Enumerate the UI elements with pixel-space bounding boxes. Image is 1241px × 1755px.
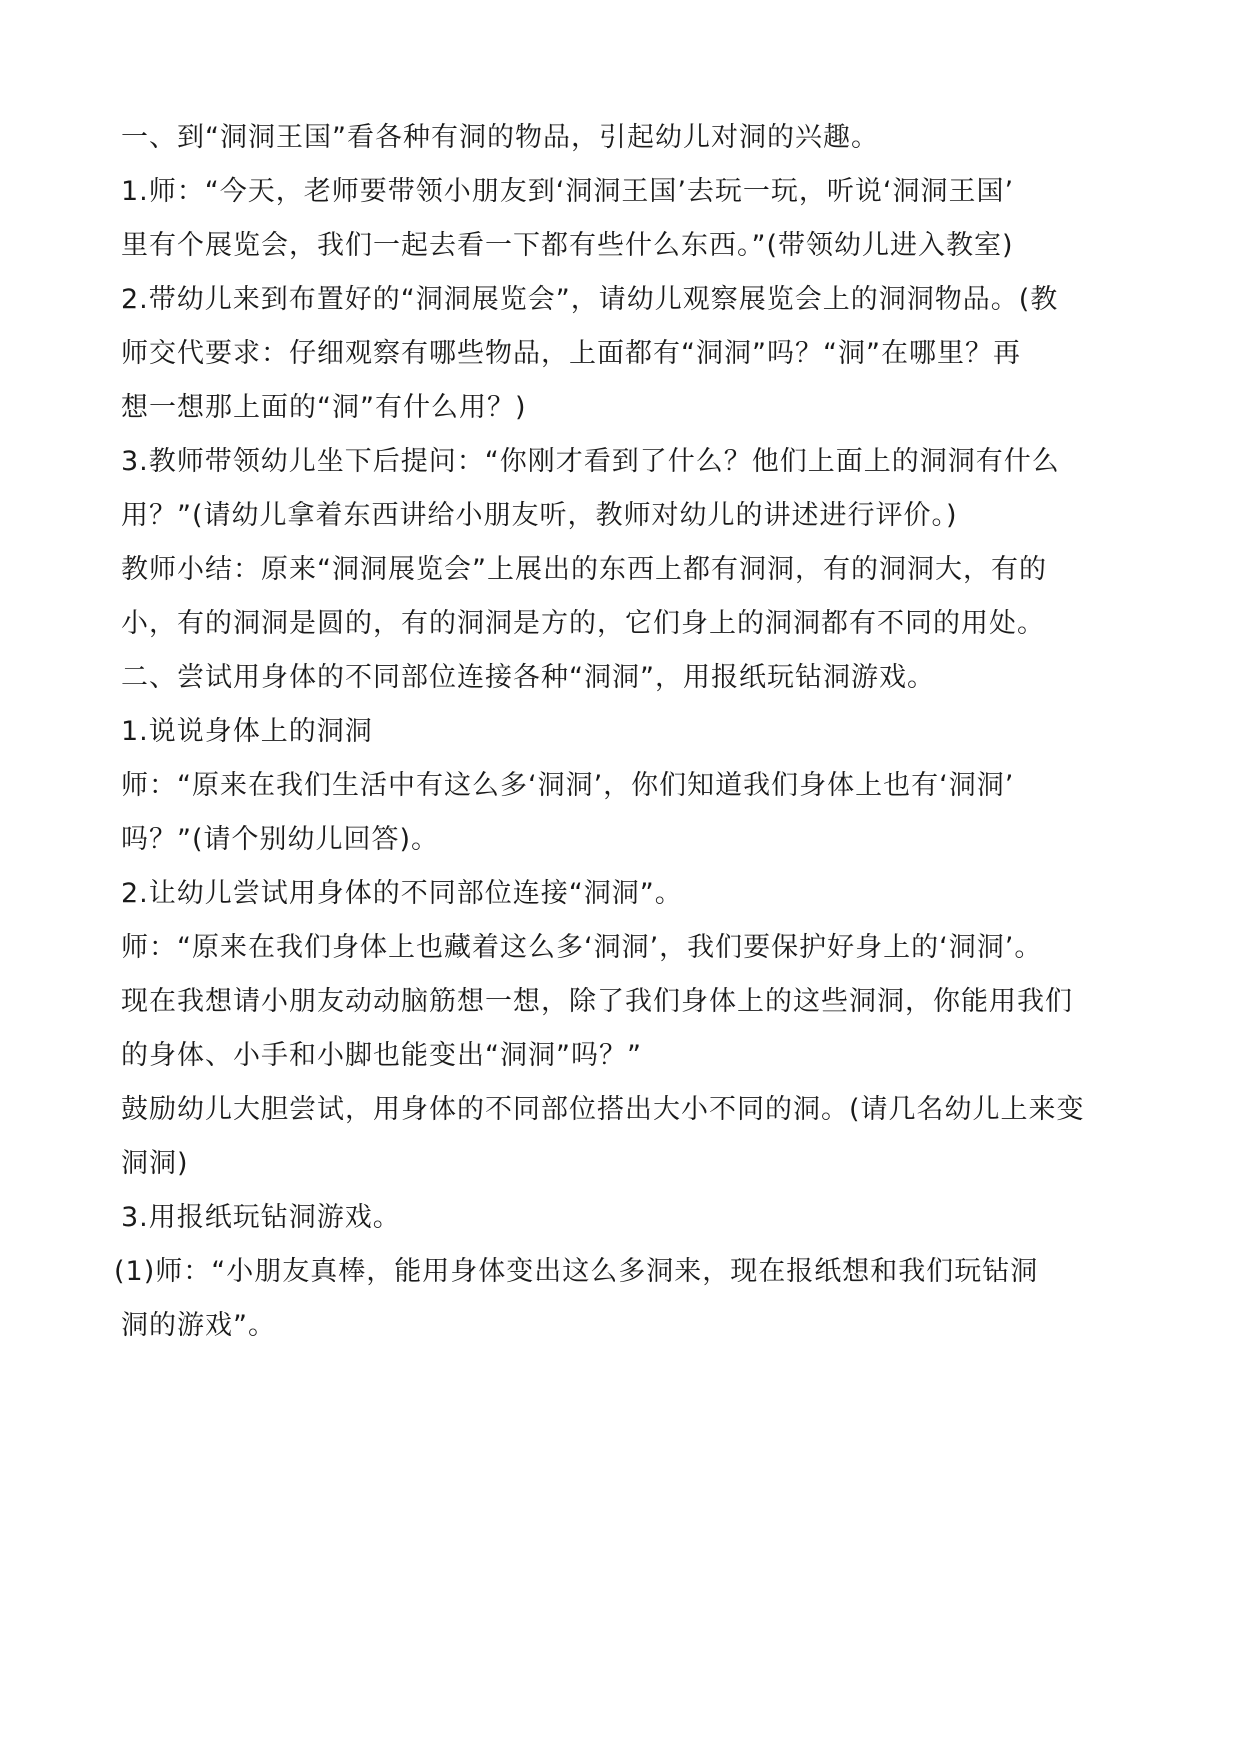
paragraph-line: (1)师：“小朋友真棒，能用身体变出这么多洞来，现在报纸想和我们玩钻洞 (114, 1256, 1039, 1287)
paragraph-line: 的身体、小手和小脚也能变出“洞洞”吗？” (121, 1040, 642, 1071)
section-heading-1: 一、到“洞洞王国”看各种有洞的物品，引起幼儿对洞的兴趣。 (121, 122, 879, 153)
paragraph-line: 2.让幼儿尝试用身体的不同部位连接“洞洞”。 (121, 878, 683, 909)
paragraph-line: 教师小结：原来“洞洞展览会”上展出的东西上都有洞洞，有的洞洞大，有的 (121, 554, 1047, 585)
paragraph-line: 里有个展览会，我们一起去看一下都有些什么东西。”(带领幼儿进入教室) (121, 230, 1014, 261)
paragraph-line: 3.教师带领幼儿坐下后提问：“你刚才看到了什么？他们上面上的洞洞有什么 (121, 446, 1060, 477)
paragraph-line: 师交代要求：仔细观察有哪些物品，上面都有“洞洞”吗？“洞”在哪里？再 (121, 338, 1021, 369)
paragraph-line: 吗？”(请个别幼儿回答)。 (121, 824, 440, 855)
paragraph-line: 洞的游戏”。 (121, 1310, 276, 1341)
section-heading-2: 二、尝试用身体的不同部位连接各种“洞洞”，用报纸玩钻洞游戏。 (121, 662, 935, 693)
paragraph-line: 1.说说身体上的洞洞 (121, 716, 373, 747)
paragraph-line: 小，有的洞洞是圆的，有的洞洞是方的，它们身上的洞洞都有不同的用处。 (121, 608, 1045, 639)
paragraph-line: 用？”(请幼儿拿着东西讲给小朋友听，教师对幼儿的讲述进行评价。) (121, 500, 958, 531)
paragraph-line: 鼓励幼儿大胆尝试，用身体的不同部位搭出大小不同的洞。(请几名幼儿上来变 (121, 1094, 1085, 1125)
paragraph-line: 洞洞) (121, 1148, 189, 1179)
paragraph-line: 2.带幼儿来到布置好的“洞洞展览会”，请幼儿观察展览会上的洞洞物品。(教 (121, 284, 1059, 315)
paragraph-line: 1.师：“今天，老师要带领小朋友到‘洞洞王国’去玩一玩，听说‘洞洞王国’ (121, 176, 1015, 207)
paragraph-line: 师：“原来在我们身体上也藏着这么多‘洞洞’，我们要保护好身上的‘洞洞’。 (121, 932, 1043, 963)
paragraph-line: 现在我想请小朋友动动脑筋想一想，除了我们身体上的这些洞洞，你能用我们 (121, 986, 1073, 1017)
paragraph-line: 想一想那上面的“洞”有什么用？) (121, 392, 527, 423)
paragraph-line: 3.用报纸玩钻洞游戏。 (121, 1202, 401, 1233)
paragraph-line: 师：“原来在我们生活中有这么多‘洞洞’，你们知道我们身体上也有‘洞洞’ (121, 770, 1015, 801)
